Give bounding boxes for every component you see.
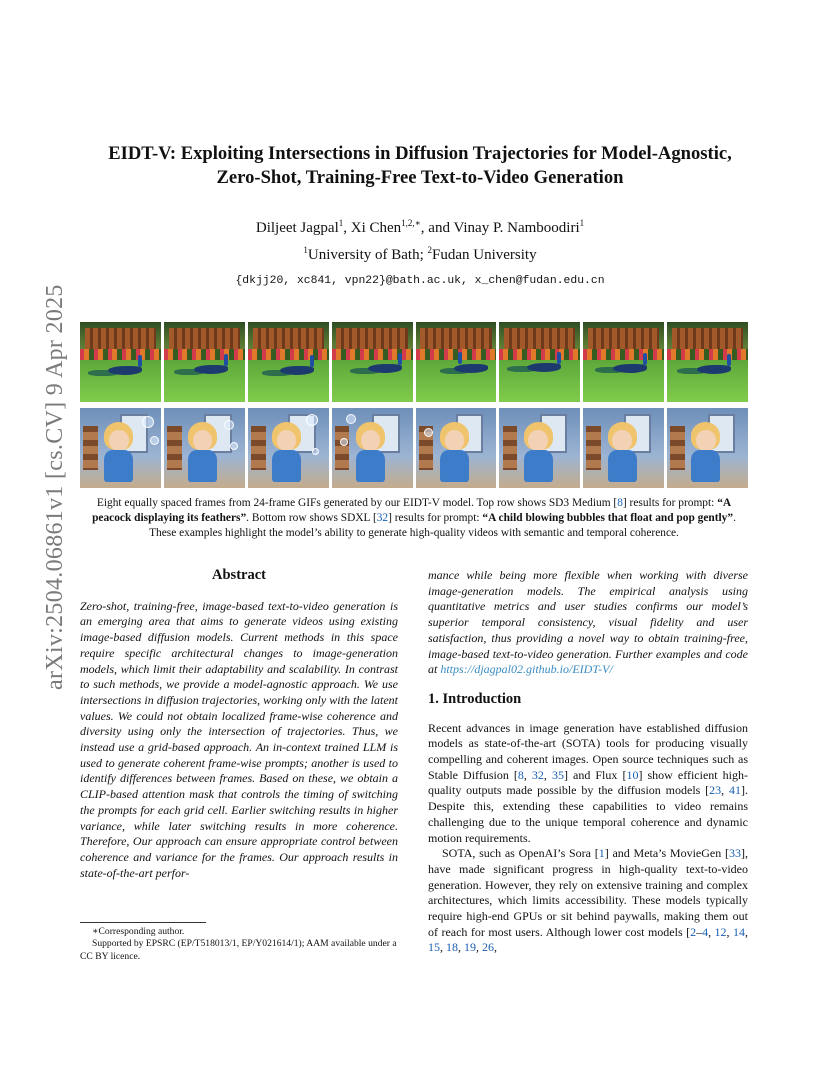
author-name: Diljeet Jagpal	[255, 220, 339, 236]
citation-link[interactable]: 15	[428, 940, 440, 955]
body-text: ,	[745, 924, 749, 939]
arxiv-identifier: arXiv:2504.06861v1 [cs.CV] 9 Apr 2025	[42, 284, 68, 690]
affiliation-mark: 2	[427, 245, 432, 255]
child-bubbles-frame	[80, 408, 161, 488]
citation-link[interactable]: 12	[714, 924, 727, 939]
citation-link[interactable]: 1	[598, 846, 605, 861]
citation-link[interactable]: 32	[531, 767, 544, 782]
project-link[interactable]: https://djagpal02.github.io/EIDT-V/	[440, 662, 613, 677]
left-column	[80, 568, 398, 881]
body-text: ] and Meta’s MovieGen [	[604, 846, 729, 861]
citation-link[interactable]: 41	[729, 783, 741, 798]
affiliation-mark: 1	[303, 245, 308, 255]
body-text: ], have made significant progress in high-quality text-to-video generation. However, they rely on extensive training and complex architectures, which limits accessibility. These models typically require high-end GPUs or sit behind paywalls, making them out of reach for most users. Although lower cost models [	[428, 846, 748, 939]
body-text: ,	[726, 924, 734, 939]
citation-link[interactable]: 10	[626, 767, 639, 782]
author-list	[120, 218, 720, 237]
caption-prompt: “A child blowing bubbles that float and pop gently”	[482, 512, 734, 524]
citation-link[interactable]: 14	[733, 924, 746, 939]
caption-text: Eight equally spaced frames from 24-frame GIFs generated by our EIDT-V model. Top row shows SD3 Medium [	[96, 497, 618, 509]
citation-link[interactable]: 8	[617, 497, 623, 509]
introduction-heading: 1. Introduction	[428, 690, 522, 707]
citation-link[interactable]: 32	[376, 512, 389, 524]
peacock-frame	[667, 322, 748, 402]
introduction-paragraph	[428, 721, 748, 847]
abstract-continued	[428, 568, 748, 678]
child-bubbles-frame	[667, 408, 748, 488]
child-bubbles-frame	[332, 408, 413, 488]
caption-text: . Bottom row shows SDXL [	[246, 512, 377, 524]
child-bubbles-frame	[248, 408, 329, 488]
footnote: Supported by EPSRC (EP/T518013/1, EP/Y021614/1); AAM available under a CC BY licence.	[80, 938, 397, 962]
peacock-frame	[248, 322, 329, 402]
right-column	[428, 568, 748, 956]
child-bubbles-frame	[416, 408, 497, 488]
peacock-frame	[499, 322, 580, 402]
affiliation-name: University of Bath;	[307, 247, 428, 263]
author-separator: ,	[343, 220, 351, 236]
author-separator: , and	[420, 220, 454, 236]
body-text: ,	[476, 940, 482, 955]
peacock-frame	[80, 322, 161, 402]
peacock-frame	[416, 322, 497, 402]
citation-link[interactable]: 26	[482, 940, 494, 955]
body-text: ,	[494, 940, 497, 955]
author-affiliation-mark: 1	[579, 218, 585, 228]
body-text: ,	[708, 924, 715, 939]
introduction-paragraph	[428, 846, 748, 956]
body-text: ] and Flux [	[563, 767, 627, 782]
citation-link[interactable]: 18	[446, 940, 458, 955]
child-bubbles-frame-strip	[80, 408, 748, 488]
author-emails: {dkjj20, xc841, vpn22}@bath.ac.uk, x_chen@fudan.edu.cn	[235, 275, 605, 287]
child-bubbles-frame	[499, 408, 580, 488]
abstract-text-continued: mance while being more flexible when working with diverse image-generation models. The empirical analysis using quantitative metrics and user studies confirms our model’s superior temporal consistency, visual fidelity and user satisfaction, thus providing a novel way to obtain training-free, image-based text-to-video generation. Further examples and code at	[428, 568, 748, 677]
body-text: Recent advances in image generation have established diffusion models as state-of-the-art (SOTA) tools for producing visually compelling and coherent images. Open source techniques such as Stable Diffusion [	[428, 720, 748, 782]
body-text: –	[696, 924, 703, 939]
body-text: ] show efficient high-quality outputs made possible by the diffusion models [	[428, 767, 748, 798]
citation-link[interactable]: 19	[464, 940, 476, 955]
author-name: Vinay P. Namboodiri	[453, 220, 580, 236]
child-bubbles-frame	[164, 408, 245, 488]
peacock-frame	[164, 322, 245, 402]
affiliation-name: Fudan University	[432, 247, 537, 263]
footnotes	[80, 926, 398, 963]
body-text: ,	[458, 940, 464, 955]
title-line-1: EIDT-V: Exploiting Intersections in Diffusion Trajectories for Model-Agnostic,	[108, 143, 732, 164]
figure-caption	[84, 496, 744, 541]
body-text: ,	[523, 767, 532, 782]
footnote-divider	[80, 922, 206, 923]
peacock-frame	[332, 322, 413, 402]
citation-link[interactable]: 4	[702, 924, 709, 939]
abstract-heading: Abstract	[212, 567, 266, 583]
caption-text: ] results for prompt:	[388, 512, 483, 524]
author-affiliation-mark: 1	[338, 218, 344, 228]
body-text: ]. Despite this, extending these capabilities to video remains challenging due to the unique temporal coherence and dynamic motion requirements.	[428, 783, 748, 845]
citation-link[interactable]: 33	[728, 846, 741, 861]
citation-link[interactable]: 35	[551, 767, 564, 782]
caption-text: . These examples highlight the model’s ability to generate high-quality videos with semantic and temporal coherence.	[149, 512, 736, 539]
body-text: SOTA, such as OpenAI’s Sora [	[442, 846, 599, 861]
citation-link[interactable]: 8	[517, 767, 524, 782]
citation-link[interactable]: 2	[690, 924, 697, 939]
citation-link[interactable]: 23	[709, 783, 722, 798]
peacock-frame	[583, 322, 664, 402]
author-name: Xi Chen	[350, 220, 402, 236]
abstract-text: Zero-shot, training-free, image-based text-to-video generation is an emerging area that aims to generate videos using existing image-based diffusion models. Current methods in this space require specific architectural changes to image-generation models, which limit their adaptability and scalability. In contrast to such methods, we provide a model-agnostic approach. We use intersections in diffusion trajectories, working only with the latent values. We could not obtain localized frame-wise coherence and diversity using only the intersection of trajectories. Thus, we instead use a grid-based approach. An in-context trained LLM is used to generate coherent frame-wise prompts; another is used to identify differences between frames. Based on these, we obtain a CLIP-based attention mask that controls the timing of switching the prompts for each grid cell. Earlier switching results in higher variance, while later switching results in more coherence. Therefore, Our approach can ensure appropriate control between coherence and variance for the frames. Our approach results in state-of-the-art perfor-	[80, 598, 398, 880]
body-text: ,	[721, 783, 729, 798]
paper-title	[90, 142, 750, 190]
caption-prompt: “A peacock displaying its feathers”	[92, 497, 732, 524]
title-line-2: Zero-Shot, Training-Free Text-to-Video Generation	[216, 167, 624, 188]
peacock-frame-strip	[80, 322, 748, 402]
affiliations	[120, 245, 720, 264]
footnote: ∗Corresponding author.	[92, 926, 185, 937]
body-text: ,	[440, 940, 446, 955]
author-affiliation-mark: 1,2,∗	[401, 218, 421, 228]
child-bubbles-frame	[583, 408, 664, 488]
caption-text: ] results for prompt:	[622, 497, 718, 509]
body-text: ,	[543, 767, 552, 782]
